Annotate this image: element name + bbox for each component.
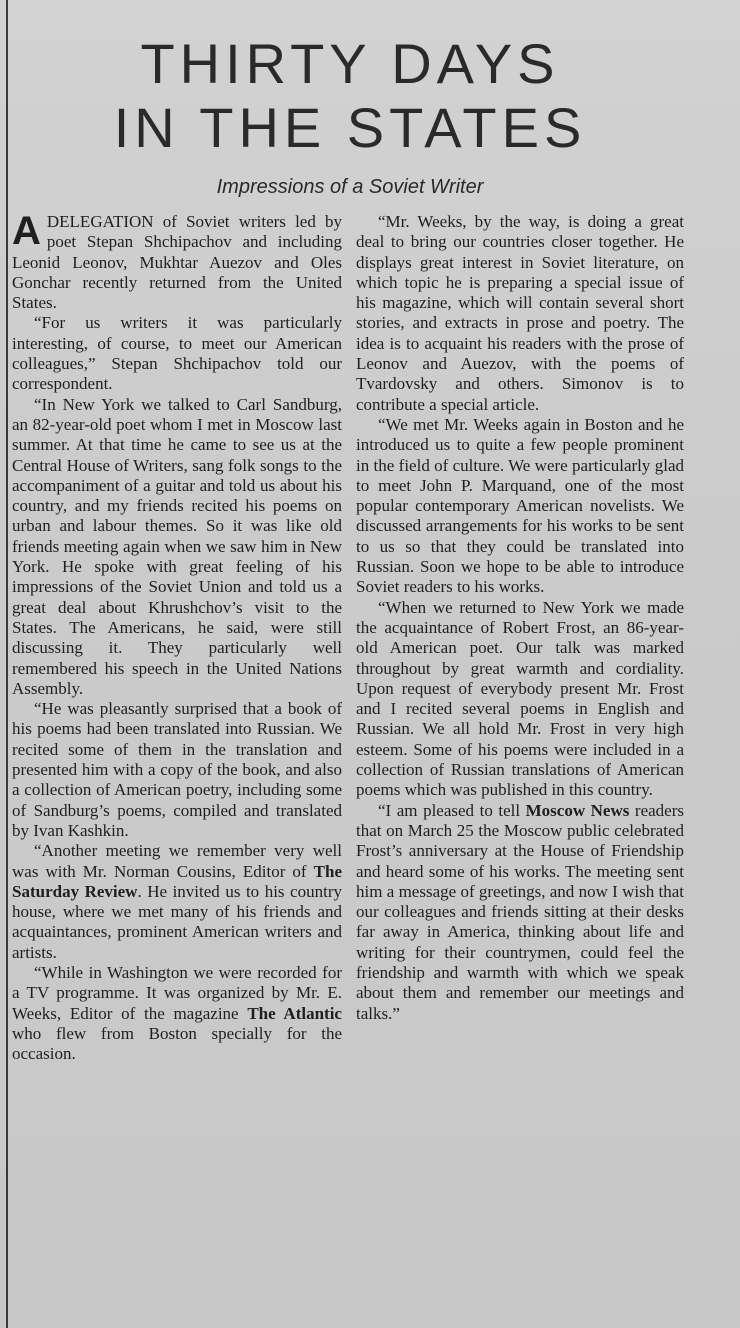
drop-cap: A [12, 209, 41, 253]
paragraph: “When we returned to New York we made the acquaintance of Robert Frost, an 86-year-old American poet. Our talk was marked throughout by great warmth and cordiality. Upon request of everybody present Mr. Frost and I recited several poems in English and Russian. We all hold Mr. Frost in very high esteem. Some of his poems were included in a collection of Russian translations of American poems which was published in this country. [356, 597, 684, 800]
paragraph: “In New York we talked to Carl Sandburg, an 82-year-old poet whom I met in Moscow last summer. At that time he came to see us at the Central House of Writers, sang folk songs to the accompaniment of a guitar and told us about his country, and my friends recited his poems on urban and labour themes. So it was like old friends meeting again when we saw him in New York. He spoke with great feeling of his impressions of the Soviet Union and told us a great deal about Khrushchov’s visit to the States. The Americans, he said, were still discussing it. They particularly well remembered his speech in the United Nations Assembly. [12, 394, 342, 698]
headline-line-2: IN THE STATES [113, 96, 587, 159]
paragraph: “He was pleasantly surprised that a book of his poems had been translated into Russian. We recited some of them in the translation and presented him with a copy of the book, and also a collection of American poetry, including some of Sandburg’s poems, compiled and translated by Ivan Kashkin. [12, 699, 342, 840]
headline-line-1: THIRTY DAYS [140, 32, 560, 95]
paragraph: “I am pleased to tell Moscow News readers that on March 25 the Moscow public celebrated Frost’s anniversary at the House of Friendship and heard some of his works. The meeting sent him a message of greetings, and now I wish that our colleagues and friends sitting at their desks far away in America, thinking about life and writing for their countrymen, could feel the friendship and warmth with which we speak about them and remember our meetings and talks.” [356, 800, 684, 1023]
publication-name: The Saturday Review [12, 861, 342, 901]
article-column-right [356, 212, 684, 1024]
subheadline: Impressions of a Soviet Writer [216, 176, 484, 198]
paragraph: “Another meeting we remember very well was with Mr. Norman Cousins, Editor of The Saturday Review. He invited us to his country house, where we met many of his friends and acquaintances, prominent American writers and artists. [12, 841, 342, 962]
publication-name: The Atlantic [247, 1003, 342, 1023]
paragraph: “While in Washington we were recorded for a TV programme. It was organized by Mr. E. Weeks, Editor of the magazine The Atlantic who flew from Boston specially for the occasion. [12, 962, 342, 1064]
paragraph: “Mr. Weeks, by the way, is doing a great deal to bring our countries closer together. He displays great interest in Soviet literature, on which topic he is preparing a special issue of his magazine, which will contain several short stories, and extracts in prose and poetry. The idea is to acquaint his readers with the prose of Leonov and Auezov, with the poems of Tvardovsky and others. Simonov is to contribute a special article. [356, 212, 684, 414]
article-column-left [12, 209, 342, 1064]
left-column-rule [6, 0, 8, 1328]
paragraph: “We met Mr. Weeks again in Boston and he introduced us to quite a few people prominent in the field of culture. We were particularly glad to meet John P. Marquand, one of the most popular contemporary American novelists. We discussed arrangements for his works to be sent to us so that they could be translated into Russian. Soon we hope to be able to introduce Soviet readers to his works. [356, 414, 684, 597]
paragraph: A DELEGATION of Soviet writers led by poet Stepan Shchipachov and including Leonid Leonov, Mukhtar Auezov and Oles Gonchar recently returned from the United States. [12, 209, 342, 313]
paragraph: “For us writers it was particularly interesting, of course, to meet our American colleagues,” Stepan Shchipachov told our correspondent. [12, 313, 342, 394]
publication-name: Moscow News [525, 800, 630, 820]
